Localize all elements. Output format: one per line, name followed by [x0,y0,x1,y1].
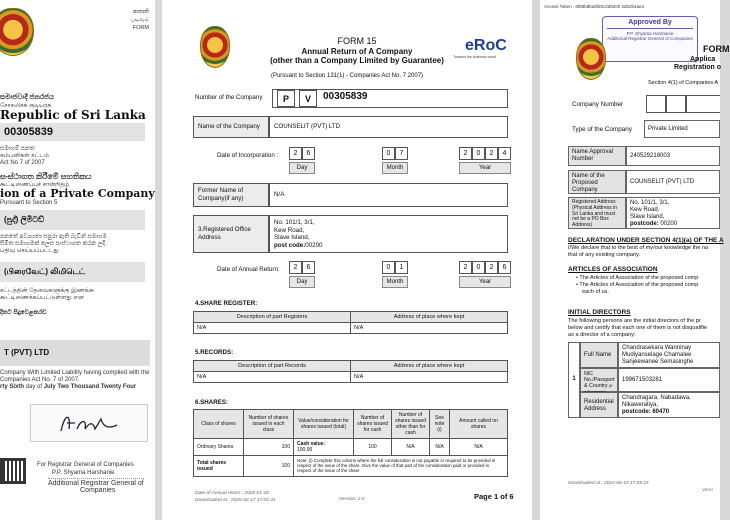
name-line: Mudiyanselage Chamalee [622,352,692,358]
access-token: Access Token : 6f88b8ba9f20c2d9200 2d02b4ae4 [544,4,644,9]
cert-tamil: கூட்டிணைப்புச் சான்றிதழ் [0,182,69,188]
table-cell: N/A [194,323,351,334]
company-name-label: Name of the Company [193,116,269,138]
republic-tamil: சோசலிசக் குடியரசு [0,103,52,109]
sri-lanka-emblem [200,26,230,68]
form-label-si: ආකෘති [133,9,149,15]
registration-number: 00305839 [0,123,145,141]
company-name-banner [0,340,150,366]
form-label-ta: படிவம் [130,17,149,23]
company-type-label: Type of the Company [572,126,632,133]
additional-registrar-2: Companies [80,487,116,494]
cert-day: rty Sixth [0,384,25,390]
table-cell: N/A [351,323,508,334]
address-line: No. 101/1, 3/1, [630,200,670,206]
qr-code [0,458,26,484]
company-prefix-cell: V [299,90,317,107]
records-table [193,360,508,383]
para-line: සීමිත සමාගමක් ලෙස සංස්ථාගත කරන ලදී. [0,241,107,247]
company-type-value: Private Limited [644,120,720,138]
initial-directors-heading: INITIAL DIRECTORS [568,309,631,316]
address-line: No. 101/1, 3/1, [274,219,315,226]
directors-line: below and certify that each one of them is not disqualifie [568,325,707,331]
form-number-block [109,8,149,32]
footer-version: Version: 2.0 [339,497,365,502]
date-digit-cell: 2 [289,147,302,160]
articles-bullet-cont: each of us. [582,289,609,295]
articles-heading: ARTICLES OF ASSOCIATION [568,266,658,273]
postcode-value: 00200 [305,241,323,249]
company-name: T (PVT) LTD [4,348,50,357]
postcode-value: 60470 [652,409,670,415]
footer-annual-date: Date of Annual return : 2026-01-26 [195,491,269,496]
certificate-page [0,0,155,520]
column-header: Amount called on shares [450,410,508,439]
shares-called: N/A [450,439,508,456]
cert-line: Company With Limited Liability having complied with the [0,370,150,376]
act-sinhala: සමාගම් පනත [0,146,35,152]
incorporation-label: Date of Incorporation : [217,152,279,159]
signature-image [30,404,148,442]
residential-address-label: Residential Address [580,392,618,418]
approval-number-value: 240529218003 [626,146,720,166]
column-header: Class of shares [194,410,244,439]
total-label: Total shares issued [194,456,244,477]
articles-bullet: • The Articles of Association of the proposed comp [576,275,699,281]
for-registrar: For Registrar General of Companies [37,462,134,468]
number-cell [646,95,666,113]
shares-note-text: Note: (i) Complete this column where the full consideration is not payable or required to be provided in respect of the issue of the share. Give the value of that part of the consideration paid or provided in respect of the issue of the share [294,456,508,477]
form-title-line: Annual Return of A Company [301,47,413,56]
sri-lanka-emblem [576,38,606,80]
footer-version: Versi [702,488,713,493]
number-cell [666,95,686,113]
form-label-en: FORM [132,25,149,31]
table-cell: N/A [194,372,351,383]
table-cell: N/A [351,372,508,383]
articles-bullet: • The Articles of Association of the proposed comp [576,282,699,288]
form-title-line: (other than a Company Limited by Guarantee) [270,56,444,65]
date-digit-cell: 2 [485,147,498,160]
cert-title: ion of a Private Company [0,187,155,200]
date-part-label: Month [382,276,408,288]
section-ref: Pursuant to Section 5 [0,200,58,206]
address-line: Chandragara, Nabadawa, [622,395,691,401]
date-digit-cell: 6 [302,261,315,274]
date-part-label: Month [382,162,408,174]
cert-sinhala: සංස්ථාගත කිරීමේ සහතිකය [0,172,92,181]
republic-title: Republic of Sri Lanka [0,108,146,122]
nic-value: 199671503281 [618,368,720,392]
date-part-label: Day [289,276,315,288]
directors-line: as a director of a company: [568,332,636,338]
nic-label-sub: (if [609,383,613,388]
act-english: Act No 7 of 2007 [0,160,45,166]
approval-number-label: Name Approval Number [568,146,626,166]
date-part-label: Year [459,162,511,174]
former-name-label: Former Name of Company(if any) [193,183,269,207]
nic-label [580,368,618,392]
date-digit-cell: 4 [498,147,511,160]
form-number: FORM 15 [337,36,377,46]
company-number-label: Number of the Company [195,94,263,101]
residential-address-value [618,392,720,418]
form-title [262,37,452,65]
column-header: Number of shares issued in each class [244,410,294,439]
shares-other: N/A [392,439,430,456]
form15-page [162,0,532,520]
address-line: Kew Road, [274,226,305,234]
postcode-label: postcode: [622,409,651,415]
declaration-line: I/We declare that to the best of my/our knowledge the na [568,245,709,251]
number-cell [686,95,720,113]
company-number-value: 00305839 [323,91,368,102]
cash-value: 100.00 [297,447,313,453]
column-header: Number of shares issued for cash [354,410,392,439]
bullet-text: The Articles of Association of the proposed comp [579,282,699,288]
date-sinhala: දිනට සිදුවෙළකරඩ [0,310,47,316]
date-part-label: Year [459,276,511,288]
form-subtitle [674,56,721,72]
company-number-label: Company Number [572,101,624,108]
column-header: Description of part Records [194,361,351,372]
approved-label: Approved By [628,19,672,26]
postcode-value: 00200 [660,221,678,227]
date-digit-cell: 2 [459,261,472,274]
former-name-value: N/A [269,183,508,207]
office-address-label: 3.Registered Office Address [193,215,269,253]
approver-name: P.P. Shyama Harshanie [607,28,693,36]
subtitle-line: Registration o [674,64,722,71]
pursuant-line: (Pursuant to Section 131(1) - Companies Act No. 7 2007) [270,73,424,79]
address-line: Slave Island, [630,214,665,220]
date-digit-cell: 6 [302,147,315,160]
address-line: Kew Road, [630,207,660,213]
annual-return-label: Date of Annual Return: [217,266,280,273]
shares-table [193,409,508,477]
records-heading: 5.RECORDS: [195,349,234,356]
company-number-field [272,89,508,108]
application-page [540,0,730,520]
shares-for-cash: 100 [354,439,392,456]
shares-heading: 6.SHARES: [195,399,229,406]
declaration-heading: DECLARATION UNDER SECTION 4(1)(a) OF THE A [568,237,724,244]
share-value [294,439,354,456]
proposed-name-label: Name of the Proposed Company [568,170,626,194]
column-header: Description of part Registers [194,312,351,323]
postcode-label: post code: [274,241,306,249]
approver-role: Additional Registrar General of Companies [607,36,693,41]
para-line: පනතේ අවශ්‍යතා සපුරා ඇති බැවින් සමාගම [0,234,107,240]
para-line: கூட்டிணைக்கப்பட்டுள்ளது என [0,295,84,301]
column-header: Address of place where kept [351,312,508,323]
date-digit-cell: 6 [498,261,511,274]
subtitle-line: Applica [690,56,716,63]
eroc-tagline: Towards the business world [453,55,496,59]
date-digit-cell: 7 [395,147,408,160]
eroc-logo [447,36,507,62]
sri-lanka-emblem [0,8,34,56]
director-number: 1 [568,342,580,418]
date-digit-cell: 0 [472,261,485,274]
column-header: See note (i) [430,410,450,439]
bullet-text: The Articles of Association of the proposed comp [579,275,699,281]
republic-sinhala: සමාජවාදී ජනරජය [0,94,54,101]
name-line: Sanjeewanee Semasinghe [622,359,694,365]
full-name-label: Full Name [580,342,618,368]
page-number: Page 1 of 6 [474,492,514,501]
cert-year: July Two Thousand Twenty Four [43,384,137,390]
cert-line: Companies Act No. 7 of 2007. [0,377,80,383]
date-digit-cell: 2 [289,261,302,274]
footer-downloaded: Downloaded at : 2024-06-19 17:05:15 [568,481,649,486]
registrar-name: P.P. Shyama Harshanie [52,470,115,476]
registered-address-label: Registered Address (Physical Address in Sri Lanka and must not be a PO Box Address) [568,197,626,229]
date-digit-cell: 0 [382,147,395,160]
share-count: 100 [244,439,294,456]
share-register-heading: 4.SHARE REGISTER: [195,300,258,307]
column-header: Value/consideration for shares issued (total) [294,410,354,439]
name-line: Chandrasekara Wanninay [622,345,692,351]
footer-downloaded: Downloaded at : 2026-02-17 17:02:41 [195,498,276,503]
date-digit-cell: 0 [472,147,485,160]
date-digit-cell: 0 [382,261,395,274]
registered-address-value [626,197,720,229]
company-name-value: COUNSELIT (PVT) LTD [269,116,508,138]
date-part-label: Day [289,162,315,174]
total-count: 100 [244,456,294,477]
shares-note: N/A [430,439,450,456]
share-class: Ordinary Shares [194,439,244,456]
full-name-value [618,342,720,368]
cert-date-line [0,384,136,390]
postcode-label: postcode: [630,221,659,227]
declaration-line: that of any existing company. [568,252,641,258]
nic-label-text: NIC No./Passport & Country [584,371,615,389]
para-line: சட்டத்தின் தேவைகளுக்கு இணங்க [0,288,94,294]
column-header: Number of shares issued other than for cash [392,410,430,439]
para-line: பதிவு செய்யப்பட்டது [0,248,59,254]
section-line: Section 4(1) of Companies A [648,80,719,86]
act-tamil: கம்பனிகள் சட்டம் [0,153,49,159]
pvt-tamil-box: (பிரைவேட்) லிமிடெட் [0,262,145,282]
pvt-sinhala-box: (පුද්) ලිමිටඩ් [0,210,145,230]
eroc-text: eRoC [465,37,507,54]
proposed-name-value: COUNSELIT (PVT) LTD [626,170,720,194]
address-line: Slave Island, [274,234,310,241]
share-register-table [193,311,508,334]
office-address-value [269,215,508,253]
cert-day-mid: day of [24,384,44,390]
date-digit-cell: 2 [459,147,472,160]
date-digit-cell: 1 [395,261,408,274]
form-title: FORM [703,44,730,54]
column-header: Address of place where kept [351,361,508,372]
address-line: Nikaweratiya, [622,402,659,408]
company-prefix-cell: P [277,90,295,107]
cash-value-label: Cash value: [297,441,326,447]
directors-line: The following persons are the initial directors of the pr [568,318,701,324]
additional-registrar: Additional Registrar General of [48,480,144,487]
date-digit-cell: 2 [485,261,498,274]
